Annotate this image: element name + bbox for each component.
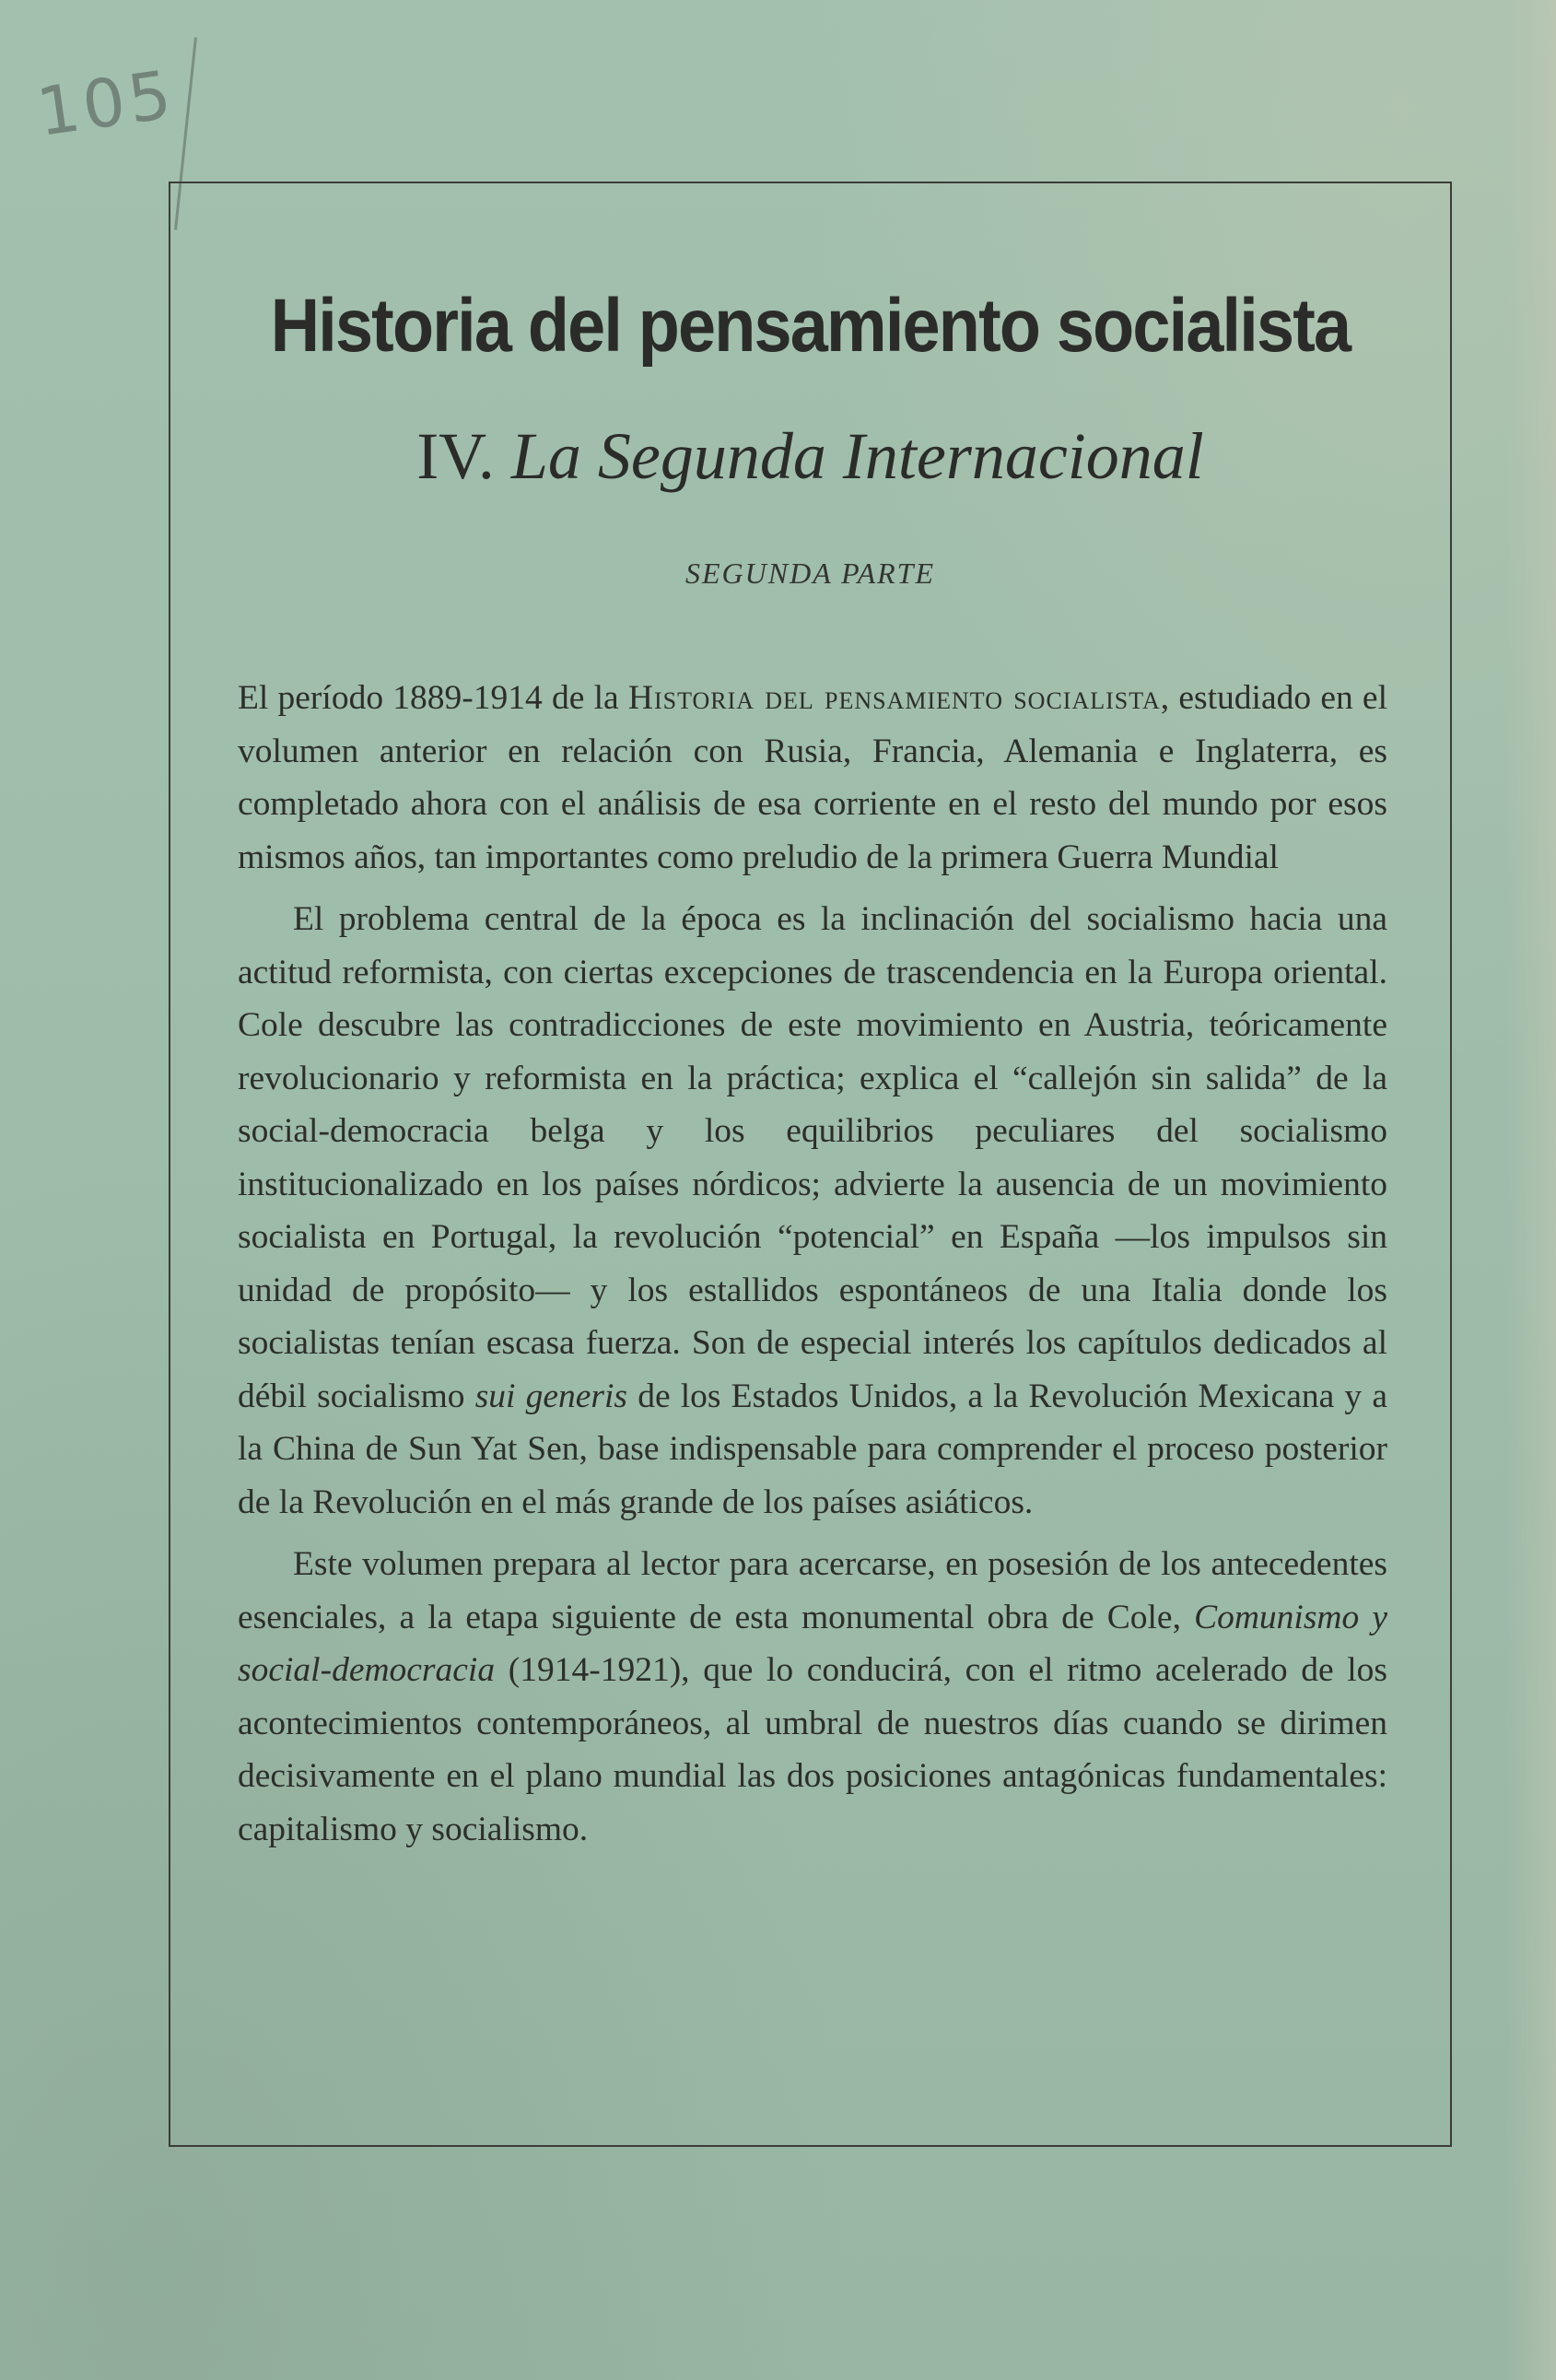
paragraph-1-text-end: , estudiado en el volumen anterior en relación con Rusia, Francia, Alemania e Inglaterra, es completado ahora con el análisis de esa corriente en el resto del mundo por esos mismos años, tan importantes como preludio de la primera Guerra Mundial (238, 679, 1387, 876)
blurb-text (238, 672, 1387, 1865)
paragraph-3 (238, 1538, 1387, 1856)
paragraph-1 (238, 672, 1387, 884)
text-frame (169, 182, 1452, 2147)
volume-number: IV. (416, 419, 495, 493)
paragraph-3-text-end: (1914-1921), que lo conducirá, con el ritmo acelerado de los acontecimientos contemporáneos, al umbral de nuestros días cuando se dirimen decisivamente en el plano mundial las dos posiciones antagónicas fundamentales: capitalismo y socialismo. (238, 1651, 1387, 1848)
paragraph-2 (238, 893, 1387, 1529)
series-name: Historia del pensamiento socialista (627, 679, 1161, 717)
paragraph-2-text: El problema central de la época es la inclinación del socialismo hacia una actitud reformista, con ciertas excepciones de trascendencia en la Europa oriental. Cole descubre las contradicciones de este movimiento en Austria, teóricamente revolucionario y reformista en la práctica; explica el “callejón sin salida” de la social-democracia belga y los equilibrios peculiares del socialismo institucionalizado en los países nórdicos; advierte la ausencia de un movimiento socialista en Portugal, la revolución “potencial” en España —los impulsos sin unidad de propósito— y los estallidos espontáneos de una Italia donde los socialistas tenían escasa fuerza. Son de especial interés los capítulos dedicados al débil socialismo (238, 900, 1387, 1415)
worn-edge (1505, 0, 1556, 2380)
next-volume-title: Comunismo y social-democracia (238, 1598, 1387, 1689)
latin-phrase: sui generis (474, 1377, 628, 1415)
paragraph-1-text: El período 1889-1914 de la (238, 679, 628, 717)
volume-subtitle (170, 418, 1450, 495)
book-title: Historia del pensamiento socialista (270, 284, 1351, 368)
pencil-annotation: 105 (31, 55, 180, 151)
volume-title: La Segunda Internacional (510, 419, 1204, 493)
paragraph-3-text: Este volumen prepara al lector para acercarse, en posesión de los antecedentes esenciales, a la etapa siguiente de esta monumental obra de Cole, (238, 1545, 1387, 1636)
paragraph-2-text-end: de los Estados Unidos, a la Revolución Mexicana y a la China de Sun Yat Sen, base indispensable para comprender el proceso posterior de la Revolución en el más grande de los países asiáticos. (238, 1377, 1387, 1521)
part-label: SEGUNDA PARTE (684, 557, 936, 590)
